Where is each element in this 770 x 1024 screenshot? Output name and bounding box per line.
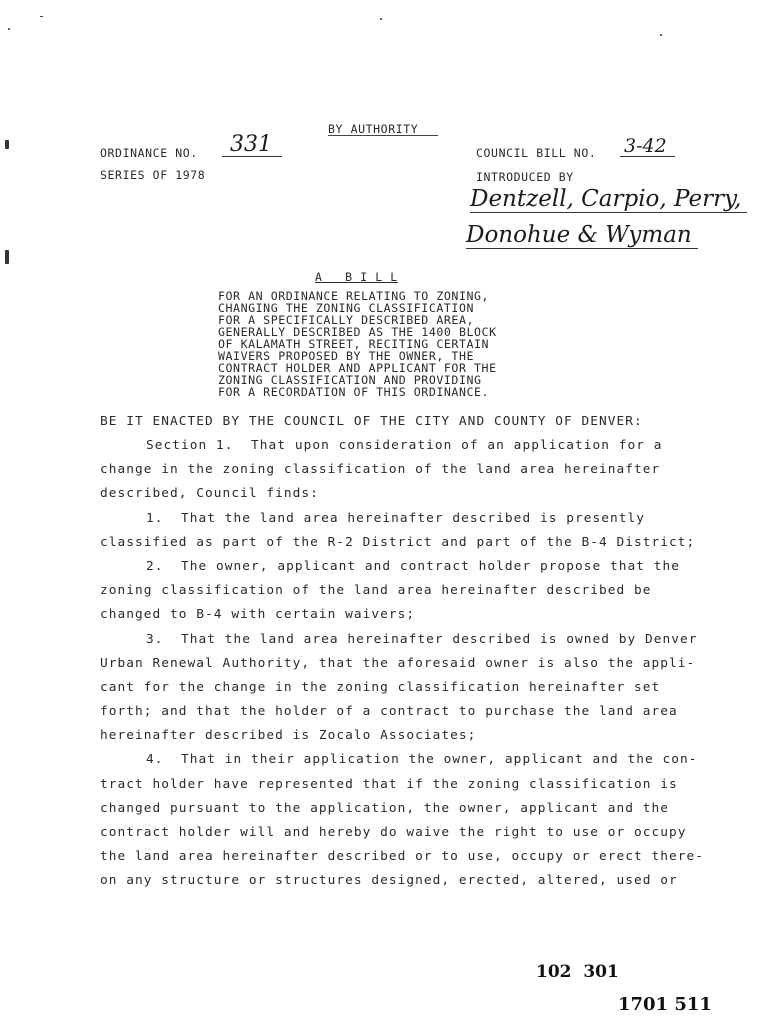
sponsors-signature-line1: Dentzell, Carpio, Perry, — [470, 186, 747, 213]
scan-mark — [380, 18, 382, 20]
introduced-by-label: INTRODUCED BY — [476, 170, 574, 184]
body-line: changed pursuant to the application, the owner, applicant and the — [100, 800, 670, 816]
body-line: forth; and that the holder of a contract to purchase the land area — [100, 704, 678, 720]
caption-line: OF KALAMATH STREET, RECITING CERTAIN — [218, 337, 490, 351]
body-line: 2. The owner, applicant and contract holder propose that the — [146, 558, 681, 574]
page-stamp-1: 102 301 — [536, 962, 619, 982]
council-bill-number: 3-42 — [620, 136, 675, 157]
scan-mark — [660, 34, 662, 36]
body-line: 3. That the land area hereinafter described is owned by Denver — [146, 631, 698, 647]
ordinance-body — [100, 438, 704, 898]
bill-heading: A B I L L — [315, 270, 398, 284]
enacting-clause: BE IT ENACTED BY THE COUNCIL OF THE CITY AND COUNTY OF DENVER: — [100, 414, 643, 429]
caption-line: WAIVERS PROPOSED BY THE OWNER, THE — [218, 349, 475, 363]
scan-mark — [40, 16, 43, 17]
body-line: changed to B-4 with certain waivers; — [100, 607, 416, 623]
body-line: 4. That in their application the owner, applicant and the con- — [146, 752, 698, 768]
body-line: the land area hereinafter described or to use, occupy or erect there- — [100, 849, 705, 865]
ordinance-label: ORDINANCE NO. — [100, 146, 198, 160]
by-authority: BY AUTHORITY — [328, 122, 419, 136]
series-label: SERIES OF 1978 — [100, 168, 206, 182]
body-line: 1. That the land area hereinafter described is presently — [146, 510, 645, 526]
caption-line: CONTRACT HOLDER AND APPLICANT FOR THE — [218, 361, 497, 375]
body-line: Urban Renewal Authority, that the aforesaid owner is also the appli- — [100, 655, 696, 671]
ordinance-number: 331 — [222, 134, 282, 157]
body-line: change in the zoning classification of the land area hereinafter — [100, 462, 661, 478]
divider — [328, 135, 438, 136]
body-line: hereinafter described is Zocalo Associates; — [100, 728, 477, 744]
body-line: classified as part of the R-2 District and part of the B-4 District; — [100, 534, 696, 550]
caption-line: GENERALLY DESCRIBED AS THE 1400 BLOCK — [218, 325, 497, 339]
body-line: described, Council finds: — [100, 486, 319, 502]
body-line: zoning classification of the land area hereinafter described be — [100, 583, 652, 599]
scan-mark — [5, 250, 9, 264]
body-line: on any structure or structures designed, erected, altered, used or — [100, 873, 678, 889]
caption-line: FOR A SPECIFICALLY DESCRIBED AREA, — [218, 313, 475, 327]
sponsors-signature-line2: Donohue & Wyman — [466, 222, 698, 249]
page-stamp-2: 1701 511 — [618, 994, 712, 1015]
body-line: Section 1. That upon consideration of an application for a — [146, 438, 663, 453]
body-line: cant for the change in the zoning classification hereinafter set — [100, 679, 661, 695]
caption-line: FOR A RECORDATION OF THIS ORDINANCE. — [218, 385, 490, 399]
body-line: contract holder will and hereby do waive the right to use or occupy — [100, 825, 687, 840]
bill-caption — [218, 290, 497, 398]
caption-line: CHANGING THE ZONING CLASSIFICATION — [218, 301, 475, 315]
council-bill-label: COUNCIL BILL NO. — [476, 146, 597, 160]
scan-mark — [5, 140, 9, 149]
scan-mark — [8, 28, 10, 30]
caption-line: FOR AN ORDINANCE RELATING TO ZONING, — [218, 289, 490, 303]
caption-line: ZONING CLASSIFICATION AND PROVIDING — [218, 373, 482, 387]
body-line: tract holder have represented that if the zoning classification is — [100, 776, 678, 792]
